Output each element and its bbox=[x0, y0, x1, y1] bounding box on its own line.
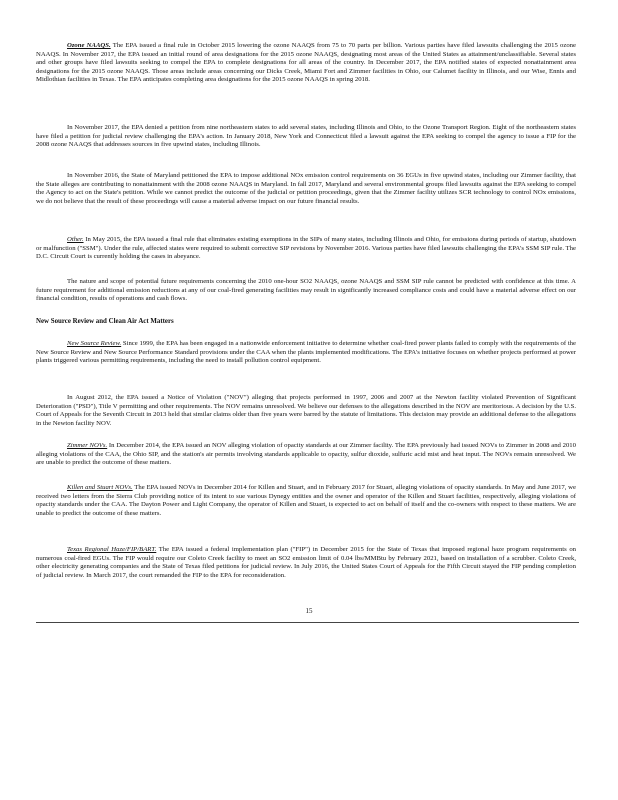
lead-killen-stuart: Killen and Stuart NOVs. bbox=[67, 484, 133, 491]
lead-new-source-review: New Source Review. bbox=[67, 340, 122, 347]
lead-ozone-naaqs: Ozone NAAQS. bbox=[67, 42, 111, 49]
lead-other: Other. bbox=[67, 236, 84, 243]
paragraph-ozone-naaqs bbox=[36, 42, 576, 85]
page-number: 15 bbox=[305, 607, 313, 615]
section-heading-nsr: New Source Review and Clean Air Act Matters bbox=[36, 318, 174, 325]
paragraph-newton-nov bbox=[36, 394, 576, 428]
paragraph-text: In August 2012, the EPA issued a Notice of Violation ("NOV") alleging that projects performed in 1997, 2006 and 2007 at the Newton facility violated Prevention of Significant Deterioration ("PSD"), Title V permitting and other requirements. The NOV remains unresolved. We believe our defenses to the allegations described in the NOV are meritorious. A decision by the U.S. Court of Appeals for the Seventh Circuit in 2013 held that similar claims older than five years were barred by the statute of limitations. This decision may provide an additional defense to the allegations in the Newton facility NOV. bbox=[36, 394, 576, 427]
paragraph-zimmer-novs bbox=[36, 442, 576, 468]
paragraph-ozone-transport bbox=[36, 124, 576, 150]
paragraph-text: In November 2017, the EPA denied a petition from nine northeastern states to add several states, including Illinois and Ohio, to the Ozone Transport Region. Eight of the northeastern states have filed a petition for judicial review challenging the EPA's action. In January 2018, New York and Connecticut filed a lawsuit against the EPA seeking to compel the agency to issue a FIP for the 2008 ozone NAAQS that addresses sources in five upwind states, including Illinois. bbox=[36, 124, 576, 148]
paragraph-text: In November 2016, the State of Maryland petitioned the EPA to impose additional NOx emission control requirements on 36 EGUs in five upwind states, including our Zimmer facility, that the State alleges are contributing to nonattainment with the 2008 ozone NAAQS in Maryland. In fall 2017, Maryland and several environmental groups filed lawsuits against the EPA seeking to compel the Agency to act on the State's petition. While we cannot predict the outcome of the judicial or petition proceedings, given that the Zimmer facility utilizes SCR technology to control NOx emissions, we do not believe that the result of these proceedings will cause a material adverse impact on our future financial results. bbox=[36, 172, 576, 205]
footer-rule bbox=[36, 622, 579, 623]
lead-texas-haze: Texas Regional Haze/FIP/BART. bbox=[67, 546, 157, 553]
paragraph-killen-stuart bbox=[36, 484, 576, 518]
paragraph-text: In December 2014, the EPA issued an NOV alleging violation of opacity standards at our Zimmer facility. The EPA previously had issued NOVs to Zimmer in 2008 and 2010 alleging violations of the CAA, the Ohio SIP, and the station's air permits involving standards applicable to opacity, sulfur dioxide, sulfuric acid mist and heat input. The NOVs remain unresolved. We are unable to predict the outcome of these matters. bbox=[36, 442, 576, 466]
paragraph-text: In May 2015, the EPA issued a final rule that eliminates existing exemptions in the SIPs of many states, including Illinois and Ohio, for emissions during periods of startup, shutdown or malfunction ("SSM"). Under the rule, affected states were required to submit corrective SIP revisions by November 2016. Various parties have filed lawsuits challenging the EPA's SSM SIP rule. The D.C. Circuit Court is currently holding the cases in abeyance. bbox=[36, 236, 576, 260]
paragraph-new-source-review bbox=[36, 340, 576, 366]
paragraph-text: The EPA issued NOVs in December 2014 for Killen and Stuart, and in February 2017 for Stuart, alleging violations of opacity standards. In May and June 2017, we received two letters from the Sierra Club providing notice of its intent to sue various Dynegy entities and the owner and operator of the Killen and Stuart facilities, respectively, alleging violations of opacity standards under the CAA. The Dayton Power and Light Company, the operator of Killen and Stuart, is expected to act on behalf of itself and the co-owners with respect to these matters. We are unable to predict the outcome of these matters. bbox=[36, 484, 576, 517]
paragraph-text: The EPA issued a final rule in October 2015 lowering the ozone NAAQS from 75 to 70 parts per billion. Various parties have filed lawsuits challenging the 2015 ozone NAAQS. In November 2017, the EPA issued an initial round of area designations for the 2015 ozone NAAQS, designating most areas of the United States as attainment/unclassifiable. Several states and other groups have filed lawsuits seeking to compel the EPA to complete designations for all areas of the country. In December 2017, the EPA notified states of expected nonattainment area designations for the 2015 ozone NAAQS. Those areas include areas concerning our Dicks Creek, Miami Fort and Zimmer facilities in Ohio, our Calumet facility in Illinois, and our Wise, Ennis and Midlothian facilities in Texas. The EPA anticipates completing area designations for the 2015 ozone NAAQS in spring 2018. bbox=[36, 42, 576, 83]
paragraph-text: The nature and scope of potential future requirements concerning the 2010 one-hour SO2 NAAQS, ozone NAAQS and SSM SIP rule cannot be predicted with confidence at this time. A future requirement for additional emission reductions at any of our coal-fired generating facilities may result in significantly increased compliance costs and could have a material adverse effect on our financial condition, results of operations and cash flows. bbox=[36, 278, 576, 302]
paragraph-maryland-petition bbox=[36, 172, 576, 206]
paragraph-text: The EPA issued a federal implementation plan ("FIP") in December 2015 for the State of Texas that imposed regional haze program requirements on numerous coal-fired EGUs. The FIP would require our Coleto Creek facility to meet an SO2 emission limit of 0.04 lbs/MMBtu by February 2021, based on installation of a scrubber. Coleto Creek, other electricity generating companies and the State of Texas filed petitions for judicial review. In July 2016, the United States Court of Appeals for the Fifth Circuit stayed the FIP pending completion of judicial review. In March 2017, the court remanded the FIP to the EPA for reconsideration. bbox=[36, 546, 577, 579]
lead-zimmer-novs: Zimmer NOVs. bbox=[67, 442, 108, 449]
paragraph-texas-haze bbox=[36, 546, 576, 580]
paragraph-future-requirements bbox=[36, 278, 576, 304]
paragraph-text: Since 1999, the EPA has been engaged in a nationwide enforcement initiative to determine whether coal-fired power plants failed to comply with the requirements of the New Source Review and New Source Performance Standard provisions under the CAA when the plants implemented modifications. The EPA's initiative focuses on whether projects performed at power plants triggered various permitting requirements, including the need to install pollution control equipment. bbox=[36, 340, 576, 364]
paragraph-other bbox=[36, 236, 576, 262]
